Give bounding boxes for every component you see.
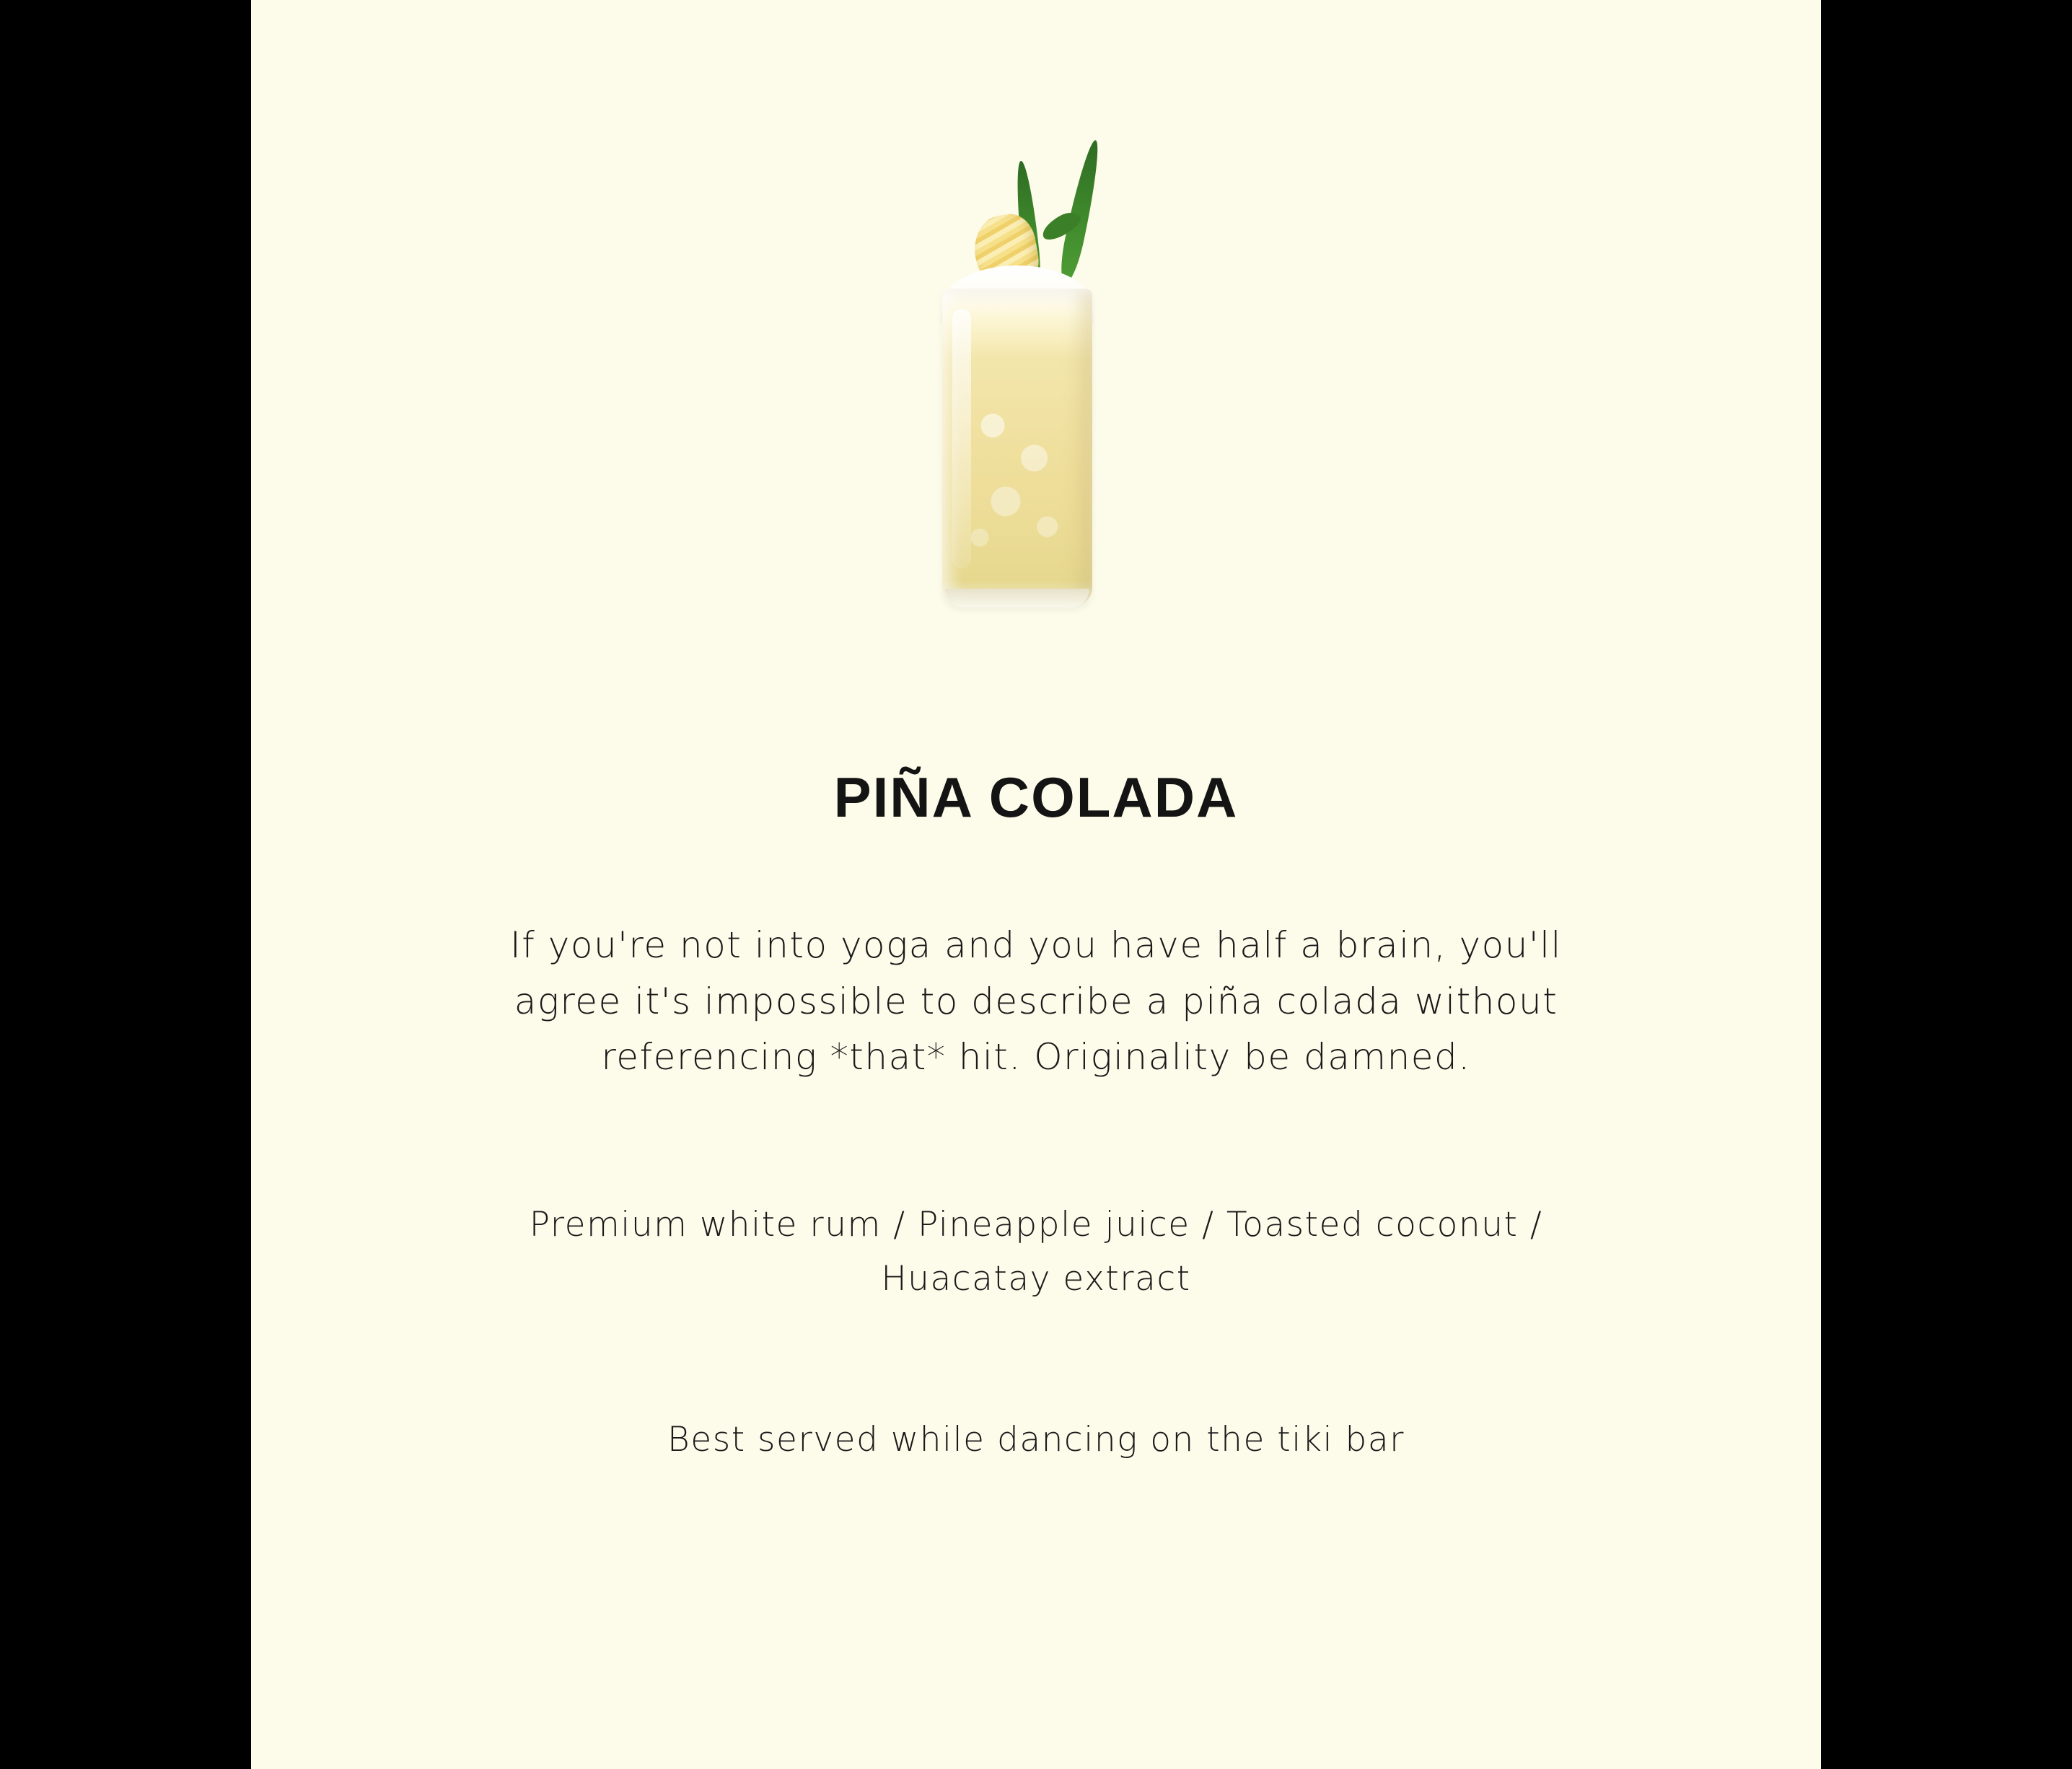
ingredients-text: Premium white rum / Pineapple juice / Toasted coconut / Huacatay extract <box>529 1205 1543 1299</box>
drink-bubbles <box>954 390 1084 570</box>
glass-base <box>945 589 1089 607</box>
cocktail-image <box>251 130 1821 678</box>
serving-note: Best served while dancing on the tiki bar <box>667 1420 1405 1459</box>
cocktail-illustration <box>884 130 1188 678</box>
menu-card <box>251 0 1821 1769</box>
page-title: PIÑA COLADA <box>833 765 1239 829</box>
leaf-icon <box>1056 139 1105 284</box>
description-text: If you're not into yoga and you have half a brain, you'll agree it's impossible to describe a piña colada without referencing *that* hit. Originality be damned. <box>510 924 1562 1078</box>
